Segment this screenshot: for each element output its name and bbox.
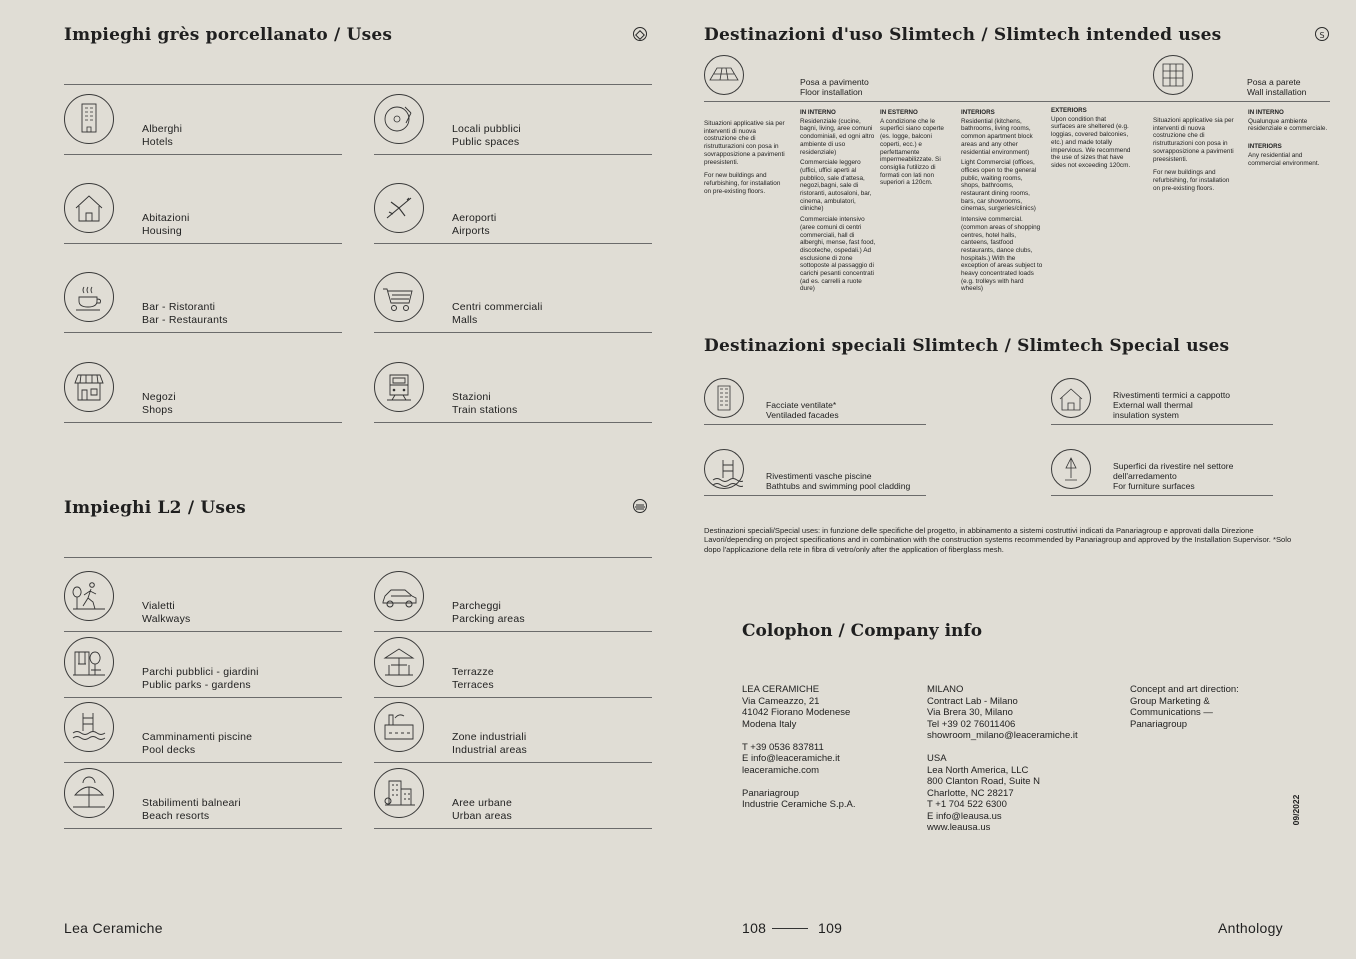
special-use-item — [704, 449, 926, 496]
page-number-left: 108 — [742, 920, 767, 936]
use-label: Aree urbane Urban areas — [452, 797, 512, 822]
use-item — [374, 362, 652, 423]
car-icon — [374, 571, 424, 621]
colophon-line: MILANO — [927, 684, 964, 695]
use-label: Negozi Shops — [142, 391, 176, 416]
use-item — [374, 183, 652, 244]
colophon-line: Via Cameazzo, 21 — [742, 695, 820, 707]
wall-installation-label: Posa a parete Wall installation — [1247, 77, 1307, 97]
colophon-milano-usa — [927, 684, 1078, 834]
train-icon — [374, 362, 424, 412]
hotel-building-icon — [64, 94, 114, 144]
section-title-special-uses: Destinazioni speciali Slimtech / Slimtech Special uses — [704, 336, 1230, 356]
colophon-line: Tel +39 02 76011406 — [927, 718, 1016, 730]
wall-interno-text: IN INTERNO Qualunque ambiente residenziale e commerciale. INTERIORS Any residential and commercial environment. — [1248, 109, 1328, 167]
use-item — [374, 571, 652, 632]
divider — [64, 84, 652, 85]
facade-building-icon — [704, 378, 744, 418]
walking-person-icon — [64, 571, 114, 621]
footer-title: Anthology — [1218, 920, 1283, 936]
divider — [704, 101, 1330, 102]
pool-ladder-icon — [704, 449, 744, 489]
use-label: Parchi pubblici - giardini Public parks - gardens — [142, 666, 259, 691]
house-icon — [64, 183, 114, 233]
insulated-house-icon — [1051, 378, 1091, 418]
section-title-l2-uses: Impieghi L2 / Uses — [64, 498, 246, 518]
special-uses-note: Destinazioni speciali/Special uses: in funzione delle specifiche del progetto, in abbinamento a sistemi costruttivi indicati da Panariagroup e approvati dalla Direzione Lavori/depending on project specifications and in combination with the construction systems recommended by Panariagroup and approved by the Installation Supervisor. *Solo dopo l'applicazione della rete in fibra di vetro/only after the application of fiberglass mesh. — [704, 526, 1292, 554]
use-label: Terrazze Terraces — [452, 666, 494, 691]
floor-interno-text: IN INTERNO Residenziale (cucine, bagni, living, aree comuni condominiali, ed ogni altro ambiente di uso residenziale) Commerciale leggero (uffici, uffici aperti al pubblico, sale d'attesa, negozi,bagni, sale di ristoranti, autosaloni, bar, cinema, ambulatori, cliniche) Commerciale intensivo (aree comuni di centri commerciali, hall di alberghi, mense, fast food, discoteche, ospedali.) Ad esclusione di zone sottoposte al passaggio di carichi pesanti concentrati (ad es. carrelli a ruote dure) — [800, 109, 876, 293]
striped-badge-icon — [633, 499, 647, 513]
wall-tile-icon — [1153, 55, 1193, 95]
floor-tile-icon — [704, 55, 744, 95]
colophon-line: Industrie Ceramiche S.p.A. — [742, 799, 856, 810]
use-item — [374, 94, 652, 155]
special-use-item — [1051, 378, 1273, 425]
use-label: Parcheggi Parcking areas — [452, 600, 525, 625]
diamond-badge-icon — [633, 27, 647, 41]
colophon-line: Concept and art direction: — [1130, 684, 1239, 695]
colophon-line: Contract Lab - Milano — [927, 695, 1018, 707]
colophon-line: 41042 Fiorano Modenese — [742, 707, 851, 718]
section-title-porcelain-uses: Impieghi grès porcellanato / Uses — [64, 25, 393, 45]
colophon-line: 800 Clanton Road, Suite N — [927, 776, 1041, 787]
special-use-label: Rivestimenti vasche piscine Bathtubs and swimming pool cladding — [766, 471, 911, 491]
use-item — [64, 272, 342, 333]
floor-general-text: Situazioni applicative sia per interventi di nuova costruzione che di ristrutturazioni con posa in sovrapposizione a pavimenti preesistenti. For new buildings and refurbishing, for installation on pre-existing floors. — [704, 120, 785, 195]
colophon-line: Panariagroup — [742, 787, 800, 799]
use-item — [64, 571, 342, 632]
use-label: Camminamenti piscine Pool decks — [142, 731, 253, 756]
footer-brand: Lea Ceramiche — [64, 920, 163, 936]
city-buildings-icon — [374, 768, 424, 818]
use-item — [64, 94, 342, 155]
floor-exteriors-text: EXTERIORS Upon condition that surfaces are sheltered (e.g. loggias, covered balconies, etc.) and made totally impervious. We recommend the use of sizes that have sides not exceeding 120cm. — [1051, 107, 1131, 169]
floor-interiors-text: INTERIORS Residential (kitchens, bathrooms, living rooms, common apartment block areas and any other residential environment) Light Commercial (offices, offices open to the general public, waiting rooms, shops, bathrooms, restaurant dining rooms, bars, car showrooms, cinemas, surgeries/clinics) Intensive commercial. (common areas of shopping centres, hotel halls, canteens, fastfood restaurants, dance clubs, hospitals.) With the exception of areas subject to heavy concentrated loads (e.g. trolleys with hard wheels) — [961, 109, 1043, 293]
section-title-intended-uses: Destinazioni d'uso Slimtech / Slimtech intended uses — [704, 25, 1222, 45]
terrace-table-icon — [374, 637, 424, 687]
use-label: Zone industriali Industrial areas — [452, 731, 527, 756]
special-use-item — [704, 378, 926, 425]
use-label: Stabilimenti balneari Beach resorts — [142, 797, 241, 822]
use-item — [374, 768, 652, 829]
colophon-line: LEA CERAMICHE — [742, 684, 820, 695]
colophon-line: T +39 0536 837811 — [742, 741, 824, 753]
special-use-label: Rivestimenti termici a cappotto External wall thermal insulation system — [1113, 390, 1231, 420]
special-use-label: Superfici da rivestire nel settore dell'arredamento For furniture surfaces — [1113, 461, 1234, 491]
colophon-line: leaceramiche.com — [742, 764, 820, 776]
use-item — [64, 702, 342, 763]
floor-installation-label: Posa a pavimento Floor installation — [800, 77, 869, 97]
use-label: Vialetti Walkways — [142, 600, 191, 625]
use-item — [64, 637, 342, 698]
colophon-line: showroom_milano@leaceramiche.it — [927, 730, 1078, 741]
colophon-line: Lea North America, LLC — [927, 764, 1029, 776]
colophon-line: Via Brera 30, Milano — [927, 707, 1013, 718]
colophon-line: Group Marketing & — [1130, 695, 1210, 707]
shopping-cart-icon — [374, 272, 424, 322]
colophon-line: E info@leausa.us — [927, 810, 1002, 822]
use-label: Locali pubblici Public spaces — [452, 123, 521, 148]
use-label: Centri commerciali Malls — [452, 301, 543, 326]
divider — [64, 557, 652, 558]
vinyl-record-icon — [374, 94, 424, 144]
factory-icon — [374, 702, 424, 752]
colophon-line: USA — [927, 753, 947, 764]
special-use-item — [1051, 449, 1273, 496]
lamp-icon — [1051, 449, 1091, 489]
use-label: Aeroporti Airports — [452, 212, 497, 237]
svg-text:S: S — [1319, 31, 1325, 40]
park-swing-icon — [64, 637, 114, 687]
s-badge-icon — [1315, 27, 1329, 41]
colophon-line: Communications — — [1130, 707, 1213, 718]
use-label: Abitazioni Housing — [142, 212, 190, 237]
use-item — [64, 362, 342, 423]
colophon-title: Colophon / Company info — [742, 621, 983, 641]
edition-date: 09/2022 — [1291, 794, 1301, 826]
use-item — [64, 768, 342, 829]
colophon-line: Modena Italy — [742, 718, 797, 730]
colophon-line: Charlotte, NC 28217 — [927, 787, 1014, 799]
use-item — [374, 702, 652, 763]
colophon-line: E info@leaceramiche.it — [742, 753, 840, 764]
use-label: Stazioni Train stations — [452, 391, 518, 416]
use-item — [374, 637, 652, 698]
pool-ladder-icon — [64, 702, 114, 752]
page-number-separator — [772, 928, 808, 929]
colophon-line: Panariagroup — [1130, 718, 1188, 730]
shop-awning-icon — [64, 362, 114, 412]
colophon-line: T +1 704 522 6300 — [927, 799, 1007, 810]
page-number-right: 109 — [818, 920, 843, 936]
colophon-company — [742, 684, 856, 811]
use-label: Alberghi Hotels — [142, 123, 183, 148]
floor-esterno-text: IN ESTERNO A condizione che le superfici siano coperte (es. logge, balconi coperti, ecc.) e perfettamente impermeabilizzate. Si consiglia l'utilizzo di formati con lati non superiori a 120cm. — [880, 109, 944, 187]
colophon-credits — [1130, 684, 1239, 730]
coffee-cup-icon — [64, 272, 114, 322]
airplane-icon — [374, 183, 424, 233]
use-item — [64, 183, 342, 244]
use-item — [374, 272, 652, 333]
colophon-line: www.leausa.us — [927, 822, 991, 833]
wall-general-text: Situazioni applicative sia per interventi di nuova costruzione che di ristrutturazioni con posa in sovrapposizione a pavimenti preesistenti. For new buildings and refurbishing, for installation on pre-existing floors. — [1153, 117, 1234, 192]
beach-umbrella-icon — [64, 768, 114, 818]
use-label: Bar - Ristoranti Bar - Restaurants — [142, 301, 228, 326]
special-use-label: Facciate ventilate* Ventiladed facades — [766, 400, 839, 420]
